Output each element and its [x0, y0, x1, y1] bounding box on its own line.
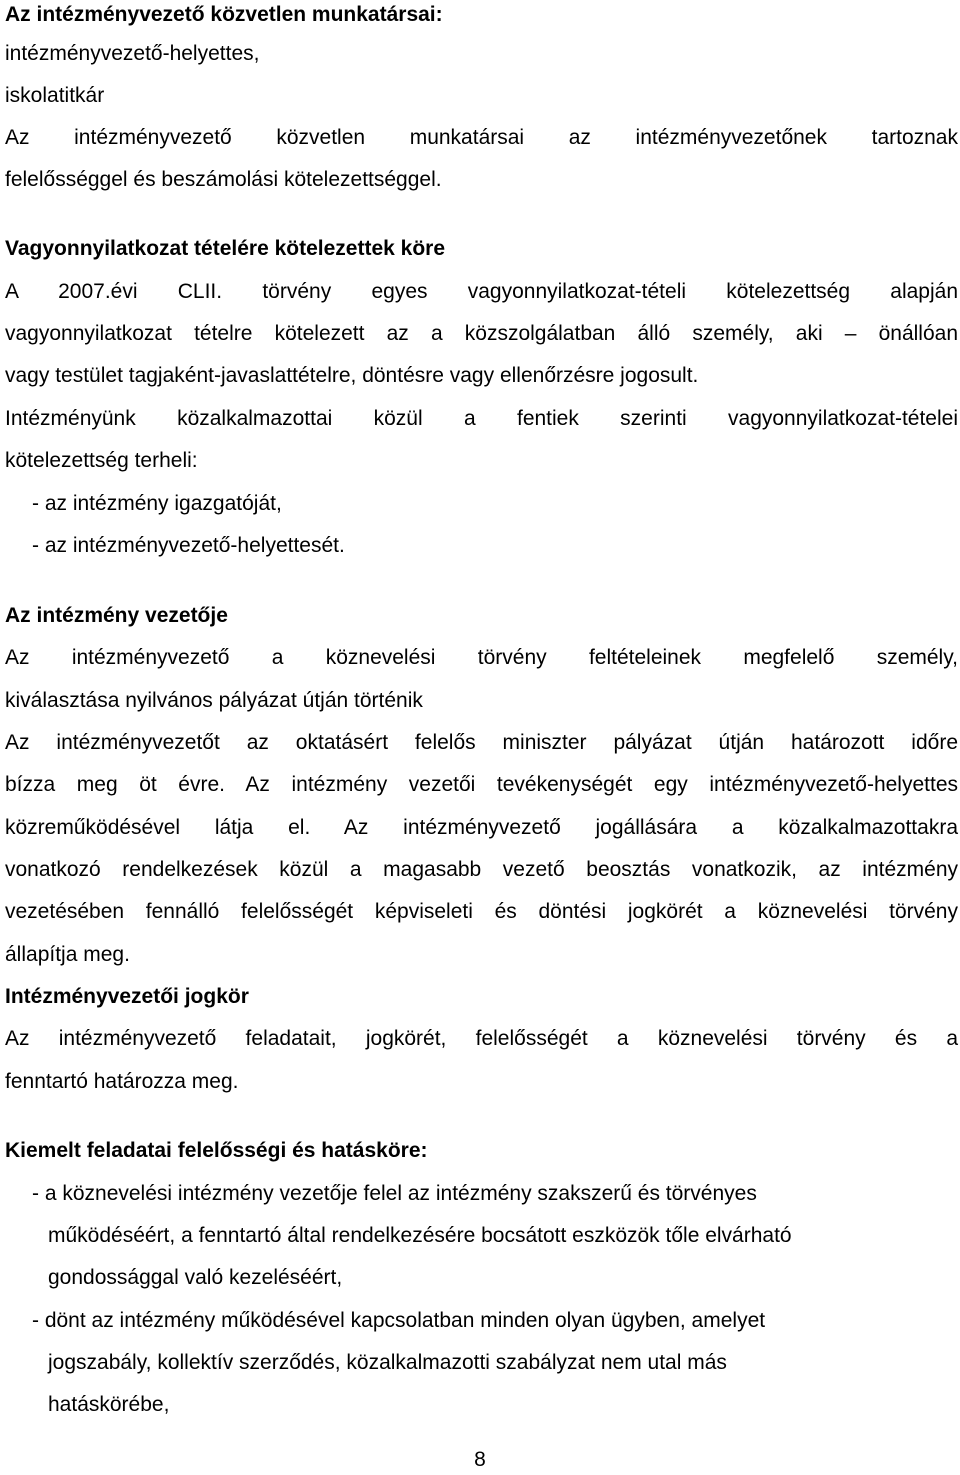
duty-item-line: - dönt az intézmény működésével kapcsolatban minden olyan ügyben, amelyet [32, 1309, 766, 1332]
staff-paragraph-line: Az intézményvezető közvetlen munkatársai az intézményvezetőnek tartoznak [5, 126, 958, 149]
authority-paragraph-line: fenntartó határozza meg. [5, 1070, 239, 1093]
heading-leader-authority: Intézményvezetői jogkör [5, 985, 249, 1008]
heading-institution-leader: Az intézmény vezetője [5, 604, 228, 627]
leader-paragraph-line: Az intézményvezető a köznevelési törvény feltételeinek megfelelő személy, [5, 646, 958, 669]
asset-paragraph-line: vagy testület tagjaként-javaslattételre, döntésre vagy ellenőrzésre jogosult. [5, 364, 699, 387]
staff-secretary: iskolatitkár [5, 84, 105, 107]
duty-item-line: jogszabály, kollektív szerződés, közalkalmazotti szabályzat nem utal más [48, 1351, 727, 1374]
asset-paragraph-line: vagyonnyilatkozat tételre kötelezett az a közszolgálatban álló személy, aki – önállóan [5, 322, 958, 345]
leader-paragraph-line: Az intézményvezetőt az oktatásért felelős miniszter pályázat útján határozott időre [5, 731, 958, 754]
duty-item-line: gondossággal való kezeléséért, [48, 1266, 343, 1289]
asset-paragraph-line: kötelezettség terheli: [5, 449, 198, 472]
leader-paragraph-line: vonatkozó rendelkezések közül a magasabb vezető beosztás vonatkozik, az intézmény [5, 858, 958, 881]
heading-direct-staff: Az intézményvezető közvetlen munkatársai: [5, 3, 443, 26]
leader-paragraph-line: bízza meg öt évre. Az intézmény vezetői tevékenységét egy intézményvezető-helyettes [5, 773, 958, 796]
asset-list-item: - az intézményvezető-helyettesét. [32, 534, 345, 557]
heading-asset-declaration: Vagyonnyilatkozat tételére kötelezettek köre [5, 237, 446, 260]
leader-paragraph-line: közreműködésével látja el. Az intézményvezető jogállására a közalkalmazottakra [5, 816, 958, 839]
duty-item-line: - a köznevelési intézmény vezetője felel az intézmény szakszerű és törvényes [32, 1182, 757, 1205]
leader-paragraph-line: kiválasztása nyilvános pályázat útján történik [5, 689, 423, 712]
duty-item-line: hatáskörébe, [48, 1393, 170, 1416]
asset-list-item: - az intézmény igazgatóját, [32, 492, 282, 515]
staff-deputy: intézményvezető-helyettes, [5, 42, 260, 65]
heading-key-duties: Kiemelt feladatai felelősségi és hatásköre: [5, 1139, 428, 1162]
authority-paragraph-line: Az intézményvezető feladatait, jogkörét, felelősségét a köznevelési törvény és a [5, 1027, 958, 1050]
duty-item-line: működéséért, a fenntartó által rendelkezésére bocsátott eszközök tőle elvárható [48, 1224, 792, 1247]
leader-paragraph-line: állapítja meg. [5, 943, 130, 966]
page-number: 8 [474, 1448, 486, 1471]
asset-paragraph-line: A 2007.évi CLII. törvény egyes vagyonnyilatkozat-tételi kötelezettség alapján [5, 280, 958, 303]
asset-paragraph-line: Intézményünk közalkalmazottai közül a fentiek szerinti vagyonnyilatkozat-tételei [5, 407, 958, 430]
staff-paragraph-line: felelősséggel és beszámolási kötelezettséggel. [5, 168, 442, 191]
leader-paragraph-line: vezetésében fennálló felelősségét képviseleti és döntési jogkörét a köznevelési törvény [5, 900, 958, 923]
